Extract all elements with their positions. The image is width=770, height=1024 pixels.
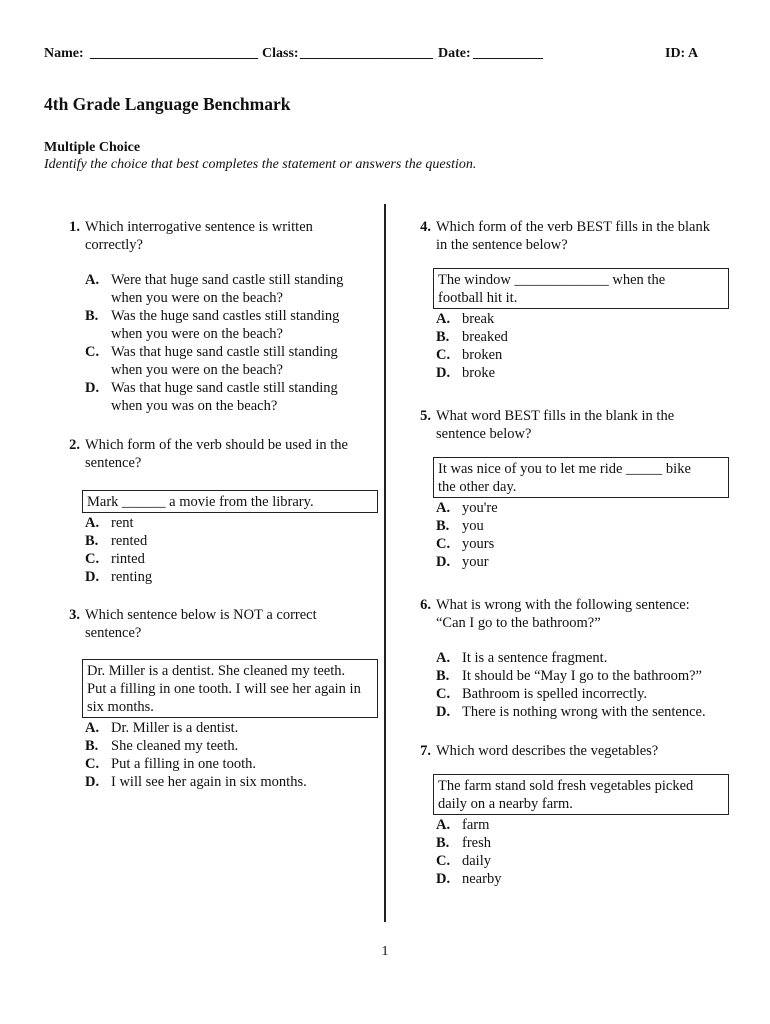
option-letter: A. (436, 650, 451, 666)
option-text: Dr. Miller is a dentist. (111, 720, 239, 736)
option-letter: B. (436, 668, 450, 684)
question-number: 3. (69, 607, 80, 623)
option-text: broke (462, 365, 496, 381)
question-line: Which word describes the vegetables? (436, 743, 659, 759)
name-blank: ________________________ (90, 46, 258, 61)
option-line: Was that huge sand castle still standing (111, 380, 338, 396)
box-line: Dr. Miller is a dentist. She cleaned my teeth. (87, 663, 346, 679)
option-c[interactable] (436, 852, 733, 870)
options-list (436, 649, 743, 721)
question-number: 1. (69, 219, 80, 235)
option-text: fresh (462, 835, 491, 851)
option-text: nearby (462, 871, 502, 887)
option-d[interactable] (85, 379, 380, 415)
option-text: yours (462, 536, 495, 552)
question-3 (62, 606, 380, 791)
options-list (85, 719, 380, 791)
page-number: 1 (381, 944, 389, 959)
sentence-box (433, 774, 729, 815)
option-d[interactable] (436, 703, 743, 721)
question-line: What word BEST fills in the blank in the (436, 408, 675, 424)
option-text: break (462, 311, 495, 327)
option-text: rinted (111, 551, 145, 567)
option-text: rent (111, 515, 134, 531)
box-line: the other day. (438, 479, 517, 495)
option-d[interactable] (85, 773, 380, 791)
sentence-box (82, 490, 378, 513)
sentence-box (433, 268, 729, 309)
option-letter: D. (436, 704, 451, 720)
option-text (111, 343, 338, 379)
question-text (85, 436, 380, 472)
box-line: The window _____________ when the (438, 272, 666, 288)
question-text (436, 218, 733, 254)
question-text (85, 606, 380, 642)
option-b[interactable] (436, 834, 733, 852)
question-line: “Can I go to the bathroom?” (436, 615, 601, 631)
option-c[interactable] (85, 343, 380, 379)
options-list (436, 816, 733, 888)
option-letter: B. (85, 308, 99, 324)
box-line: football hit it. (438, 290, 518, 306)
question-number: 2. (69, 437, 80, 453)
question-1 (62, 218, 380, 415)
option-text: She cleaned my teeth. (111, 738, 239, 754)
option-letter: D. (85, 380, 100, 396)
options-list (436, 310, 733, 382)
question-line: sentence below? (436, 426, 532, 442)
option-a[interactable] (85, 719, 380, 737)
class-label: Class: (262, 46, 299, 61)
option-letter: B. (436, 518, 450, 534)
box-line: Mark ______ a movie from the library. (87, 494, 314, 510)
option-a[interactable] (85, 271, 380, 307)
date-label: Date: (438, 46, 471, 61)
option-letter: A. (436, 817, 451, 833)
option-text: your (462, 554, 489, 570)
option-letter: C. (436, 686, 451, 702)
option-line: when you were on the beach? (111, 290, 283, 306)
option-text: you (462, 518, 484, 534)
question-line: correctly? (85, 237, 143, 253)
date-blank: __________ (473, 46, 543, 61)
page-title: 4th Grade Language Benchmark (44, 94, 291, 114)
option-b[interactable] (436, 328, 733, 346)
option-letter: B. (436, 835, 450, 851)
option-d[interactable] (436, 364, 733, 382)
option-letter: C. (85, 344, 100, 360)
question-text (436, 742, 733, 760)
class-blank: ___________________ (300, 46, 433, 61)
option-text (111, 271, 343, 307)
question-text (436, 596, 743, 632)
option-a[interactable] (436, 649, 743, 667)
option-letter: A. (85, 720, 100, 736)
option-letter: C. (436, 536, 451, 552)
option-text: you're (462, 500, 498, 516)
question-number: 6. (420, 597, 431, 613)
option-letter: A. (85, 515, 100, 531)
option-text (111, 307, 339, 343)
question-2 (62, 436, 380, 586)
question-line: Which form of the verb should be used in the (85, 437, 348, 453)
question-line: sentence? (85, 625, 142, 641)
question-6 (413, 596, 743, 721)
question-number: 7. (420, 743, 431, 759)
option-letter: A. (85, 272, 100, 288)
option-line: when you were on the beach? (111, 326, 283, 342)
options-list (436, 499, 733, 571)
sentence-box (433, 457, 729, 498)
option-b[interactable] (85, 532, 380, 550)
box-line: Put a filling in one tooth. I will see her again in (87, 681, 361, 697)
sentence-box (82, 659, 378, 718)
option-text: daily (462, 853, 491, 869)
name-label: Name: (44, 46, 84, 61)
option-letter: D. (436, 365, 451, 381)
options-list (85, 514, 380, 586)
option-line: Was that huge sand castle still standing (111, 344, 338, 360)
option-text: broken (462, 347, 503, 363)
box-line: six months. (87, 699, 154, 715)
option-c[interactable] (436, 346, 733, 364)
question-line: Which interrogative sentence is written (85, 219, 313, 235)
option-text: farm (462, 817, 490, 833)
option-letter: B. (85, 738, 99, 754)
box-line: It was nice of you to let me ride _____ bike (438, 461, 691, 477)
option-a[interactable] (85, 514, 380, 532)
option-letter: C. (85, 756, 100, 772)
option-letter: D. (85, 774, 100, 790)
option-b[interactable] (85, 737, 380, 755)
option-a[interactable] (436, 499, 733, 517)
question-line: Which form of the verb BEST fills in the blank (436, 219, 710, 235)
option-text: breaked (462, 329, 508, 345)
section-heading: Multiple Choice (44, 140, 141, 155)
option-c[interactable] (85, 755, 380, 773)
option-line: when you were on the beach? (111, 362, 283, 378)
option-c[interactable] (436, 685, 743, 703)
option-letter: C. (436, 347, 451, 363)
option-b[interactable] (85, 307, 380, 343)
box-line: The farm stand sold fresh vegetables picked (438, 778, 694, 794)
option-line: when you was on the beach? (111, 398, 278, 414)
option-text: Bathroom is spelled incorrectly. (462, 686, 648, 702)
question-line: Which sentence below is NOT a correct (85, 607, 317, 623)
question-number: 4. (420, 219, 431, 235)
question-line: in the sentence below? (436, 237, 568, 253)
option-text: renting (111, 569, 153, 585)
option-letter: D. (436, 871, 451, 887)
option-text: rented (111, 533, 148, 549)
option-b[interactable] (436, 517, 733, 535)
option-letter: A. (436, 500, 451, 516)
option-text: I will see her again in six months. (111, 774, 307, 790)
question-7 (413, 742, 733, 888)
option-text (111, 379, 338, 415)
question-line: sentence? (85, 455, 142, 471)
option-c[interactable] (85, 550, 380, 568)
option-letter: C. (436, 853, 451, 869)
option-d[interactable] (85, 568, 380, 586)
option-a[interactable] (436, 816, 733, 834)
box-line: daily on a nearby farm. (438, 796, 573, 812)
option-text: There is nothing wrong with the sentence. (462, 704, 706, 720)
question-5 (413, 407, 733, 571)
option-letter: D. (436, 554, 451, 570)
option-text: It should be “May I go to the bathroom?” (462, 668, 702, 684)
section-instructions: Identify the choice that best completes the statement or answers the question. (44, 157, 477, 172)
question-line: What is wrong with the following sentence: (436, 597, 690, 613)
question-number: 5. (420, 408, 431, 424)
option-c[interactable] (436, 535, 733, 553)
option-a[interactable] (436, 310, 733, 328)
option-letter: B. (436, 329, 450, 345)
option-b[interactable] (436, 667, 743, 685)
option-line: Were that huge sand castle still standing (111, 272, 344, 288)
id-label: ID: A (665, 46, 699, 61)
column-divider (384, 204, 386, 922)
option-text: It is a sentence fragment. (462, 650, 608, 666)
options-list (85, 271, 380, 415)
option-letter: C. (85, 551, 100, 567)
option-letter: D. (85, 569, 100, 585)
option-line: Was the huge sand castles still standing (111, 308, 340, 324)
option-letter: B. (85, 533, 99, 549)
question-4 (413, 218, 733, 382)
option-text: Put a filling in one tooth. (111, 756, 256, 772)
option-letter: A. (436, 311, 451, 327)
question-text (85, 218, 380, 254)
option-d[interactable] (436, 870, 733, 888)
option-d[interactable] (436, 553, 733, 571)
question-text (436, 407, 733, 443)
